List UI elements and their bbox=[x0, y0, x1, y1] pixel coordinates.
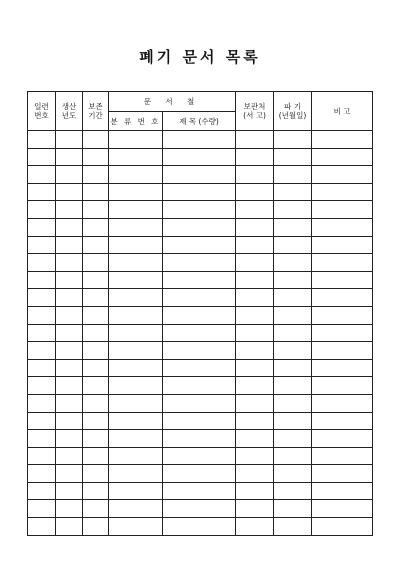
table-row bbox=[28, 465, 373, 483]
cell-disposal-date[interactable] bbox=[274, 359, 312, 377]
cell-subject[interactable] bbox=[163, 271, 236, 289]
cell-classification-number[interactable] bbox=[109, 218, 163, 236]
cell-retention-period[interactable] bbox=[83, 201, 109, 219]
header-document-group: 문 서 철 bbox=[109, 92, 236, 112]
cell-disposal-date[interactable] bbox=[274, 394, 312, 412]
cell-disposal-date[interactable] bbox=[274, 447, 312, 465]
cell-classification-number[interactable] bbox=[109, 482, 163, 500]
disposal-register-table bbox=[27, 91, 373, 536]
cell-remarks[interactable] bbox=[312, 324, 373, 342]
cell-disposal-date[interactable] bbox=[274, 236, 312, 254]
cell-subject[interactable] bbox=[163, 465, 236, 483]
cell-serial[interactable] bbox=[28, 342, 56, 360]
cell-subject[interactable] bbox=[163, 500, 236, 518]
cell-storage[interactable] bbox=[236, 183, 274, 201]
cell-subject[interactable] bbox=[163, 201, 236, 219]
cell-classification-number[interactable] bbox=[109, 518, 163, 536]
table-row bbox=[28, 201, 373, 219]
cell-remarks[interactable] bbox=[312, 482, 373, 500]
cell-retention-period[interactable] bbox=[83, 412, 109, 430]
cell-classification-number[interactable] bbox=[109, 359, 163, 377]
header-subject-quantity: 제 목 (수량) bbox=[163, 112, 236, 131]
cell-storage[interactable] bbox=[236, 394, 274, 412]
table-row bbox=[28, 430, 373, 448]
cell-production-year[interactable] bbox=[56, 412, 83, 430]
cell-storage[interactable] bbox=[236, 306, 274, 324]
cell-serial[interactable] bbox=[28, 289, 56, 307]
cell-subject[interactable] bbox=[163, 218, 236, 236]
cell-classification-number[interactable] bbox=[109, 342, 163, 360]
cell-remarks[interactable] bbox=[312, 394, 373, 412]
cell-retention-period[interactable] bbox=[83, 359, 109, 377]
cell-classification-number[interactable] bbox=[109, 465, 163, 483]
cell-serial[interactable] bbox=[28, 183, 56, 201]
table-row bbox=[28, 342, 373, 360]
cell-remarks[interactable] bbox=[312, 131, 373, 149]
cell-retention-period[interactable] bbox=[83, 148, 109, 166]
cell-storage[interactable] bbox=[236, 271, 274, 289]
cell-serial[interactable] bbox=[28, 412, 56, 430]
cell-retention-period[interactable] bbox=[83, 377, 109, 395]
cell-remarks[interactable] bbox=[312, 500, 373, 518]
cell-serial[interactable] bbox=[28, 306, 56, 324]
cell-remarks[interactable] bbox=[312, 518, 373, 536]
table-row bbox=[28, 324, 373, 342]
cell-serial[interactable] bbox=[28, 201, 56, 219]
cell-subject[interactable] bbox=[163, 359, 236, 377]
cell-serial[interactable] bbox=[28, 271, 56, 289]
cell-serial[interactable] bbox=[28, 500, 56, 518]
cell-subject[interactable] bbox=[163, 447, 236, 465]
cell-remarks[interactable] bbox=[312, 166, 373, 184]
cell-storage[interactable] bbox=[236, 518, 274, 536]
cell-storage[interactable] bbox=[236, 465, 274, 483]
cell-subject[interactable] bbox=[163, 342, 236, 360]
cell-serial[interactable] bbox=[28, 148, 56, 166]
cell-storage[interactable] bbox=[236, 324, 274, 342]
cell-disposal-date[interactable] bbox=[274, 306, 312, 324]
cell-retention-period[interactable] bbox=[83, 430, 109, 448]
cell-production-year[interactable] bbox=[56, 289, 83, 307]
cell-disposal-date[interactable] bbox=[274, 148, 312, 166]
cell-storage[interactable] bbox=[236, 482, 274, 500]
table-row bbox=[28, 412, 373, 430]
cell-serial[interactable] bbox=[28, 254, 56, 272]
cell-serial[interactable] bbox=[28, 131, 56, 149]
table-row bbox=[28, 482, 373, 500]
cell-classification-number[interactable] bbox=[109, 131, 163, 149]
header-row-top bbox=[28, 92, 373, 112]
cell-serial[interactable] bbox=[28, 394, 56, 412]
cell-storage[interactable] bbox=[236, 236, 274, 254]
cell-disposal-date[interactable] bbox=[274, 166, 312, 184]
cell-storage[interactable] bbox=[236, 447, 274, 465]
cell-disposal-date[interactable] bbox=[274, 289, 312, 307]
cell-subject[interactable] bbox=[163, 306, 236, 324]
header-disposal-date: 파 기 (년월일) bbox=[274, 92, 312, 131]
cell-remarks[interactable] bbox=[312, 430, 373, 448]
cell-retention-period[interactable] bbox=[83, 166, 109, 184]
header-storage-location: 보관처 (서 고) bbox=[236, 92, 274, 131]
table-row bbox=[28, 131, 373, 149]
cell-remarks[interactable] bbox=[312, 306, 373, 324]
cell-remarks[interactable] bbox=[312, 412, 373, 430]
cell-classification-number[interactable] bbox=[109, 271, 163, 289]
cell-retention-period[interactable] bbox=[83, 394, 109, 412]
header-retention-period: 보존 기간 bbox=[83, 92, 109, 131]
table-row bbox=[28, 447, 373, 465]
cell-disposal-date[interactable] bbox=[274, 201, 312, 219]
cell-remarks[interactable] bbox=[312, 359, 373, 377]
cell-remarks[interactable] bbox=[312, 254, 373, 272]
cell-remarks[interactable] bbox=[312, 447, 373, 465]
cell-serial[interactable] bbox=[28, 518, 56, 536]
cell-classification-number[interactable] bbox=[109, 254, 163, 272]
page-title: 폐기 문서 목록 bbox=[139, 48, 261, 66]
cell-subject[interactable] bbox=[163, 430, 236, 448]
cell-subject[interactable] bbox=[163, 183, 236, 201]
table-row bbox=[28, 254, 373, 272]
cell-classification-number[interactable] bbox=[109, 289, 163, 307]
cell-serial[interactable] bbox=[28, 218, 56, 236]
table-row bbox=[28, 218, 373, 236]
cell-remarks[interactable] bbox=[312, 289, 373, 307]
cell-remarks[interactable] bbox=[312, 218, 373, 236]
cell-production-year[interactable] bbox=[56, 377, 83, 395]
cell-classification-number[interactable] bbox=[109, 377, 163, 395]
cell-retention-period[interactable] bbox=[83, 236, 109, 254]
table-row bbox=[28, 518, 373, 536]
cell-classification-number[interactable] bbox=[109, 447, 163, 465]
cell-retention-period[interactable] bbox=[83, 271, 109, 289]
cell-classification-number[interactable] bbox=[109, 500, 163, 518]
cell-subject[interactable] bbox=[163, 394, 236, 412]
cell-production-year[interactable] bbox=[56, 394, 83, 412]
cell-disposal-date[interactable] bbox=[274, 500, 312, 518]
cell-classification-number[interactable] bbox=[109, 306, 163, 324]
cell-disposal-date[interactable] bbox=[274, 518, 312, 536]
cell-subject[interactable] bbox=[163, 482, 236, 500]
table-row bbox=[28, 236, 373, 254]
cell-disposal-date[interactable] bbox=[274, 465, 312, 483]
cell-disposal-date[interactable] bbox=[274, 377, 312, 395]
table-row bbox=[28, 359, 373, 377]
cell-retention-period[interactable] bbox=[83, 447, 109, 465]
cell-storage[interactable] bbox=[236, 148, 274, 166]
cell-serial[interactable] bbox=[28, 465, 56, 483]
table-body bbox=[28, 131, 373, 536]
cell-remarks[interactable] bbox=[312, 201, 373, 219]
cell-retention-period[interactable] bbox=[83, 131, 109, 149]
cell-storage[interactable] bbox=[236, 412, 274, 430]
cell-subject[interactable] bbox=[163, 166, 236, 184]
cell-remarks[interactable] bbox=[312, 183, 373, 201]
cell-serial[interactable] bbox=[28, 236, 56, 254]
cell-production-year[interactable] bbox=[56, 254, 83, 272]
cell-subject[interactable] bbox=[163, 254, 236, 272]
cell-storage[interactable] bbox=[236, 359, 274, 377]
cell-retention-period[interactable] bbox=[83, 289, 109, 307]
cell-production-year[interactable] bbox=[56, 430, 83, 448]
cell-production-year[interactable] bbox=[56, 218, 83, 236]
cell-remarks[interactable] bbox=[312, 465, 373, 483]
header-classification-number: 분 류 번 호 bbox=[109, 112, 163, 131]
cell-remarks[interactable] bbox=[312, 271, 373, 289]
cell-disposal-date[interactable] bbox=[274, 218, 312, 236]
cell-disposal-date[interactable] bbox=[274, 271, 312, 289]
cell-storage[interactable] bbox=[236, 342, 274, 360]
cell-classification-number[interactable] bbox=[109, 166, 163, 184]
cell-classification-number[interactable] bbox=[109, 236, 163, 254]
cell-disposal-date[interactable] bbox=[274, 183, 312, 201]
cell-subject[interactable] bbox=[163, 289, 236, 307]
cell-storage[interactable] bbox=[236, 254, 274, 272]
cell-production-year[interactable] bbox=[56, 183, 83, 201]
cell-serial[interactable] bbox=[28, 447, 56, 465]
cell-storage[interactable] bbox=[236, 131, 274, 149]
cell-classification-number[interactable] bbox=[109, 412, 163, 430]
table-row bbox=[28, 183, 373, 201]
cell-retention-period[interactable] bbox=[83, 183, 109, 201]
header-remarks: 비 고 bbox=[312, 92, 373, 131]
cell-storage[interactable] bbox=[236, 377, 274, 395]
cell-subject[interactable] bbox=[163, 518, 236, 536]
cell-disposal-date[interactable] bbox=[274, 131, 312, 149]
cell-storage[interactable] bbox=[236, 430, 274, 448]
cell-serial[interactable] bbox=[28, 430, 56, 448]
cell-subject[interactable] bbox=[163, 131, 236, 149]
cell-production-year[interactable] bbox=[56, 342, 83, 360]
cell-classification-number[interactable] bbox=[109, 148, 163, 166]
cell-retention-period[interactable] bbox=[83, 218, 109, 236]
cell-remarks[interactable] bbox=[312, 148, 373, 166]
header-serial-number: 일련 번호 bbox=[28, 92, 56, 131]
cell-production-year[interactable] bbox=[56, 148, 83, 166]
cell-classification-number[interactable] bbox=[109, 430, 163, 448]
cell-production-year[interactable] bbox=[56, 131, 83, 149]
cell-disposal-date[interactable] bbox=[274, 482, 312, 500]
table-row bbox=[28, 500, 373, 518]
cell-disposal-date[interactable] bbox=[274, 412, 312, 430]
cell-classification-number[interactable] bbox=[109, 394, 163, 412]
cell-storage[interactable] bbox=[236, 166, 274, 184]
cell-storage[interactable] bbox=[236, 289, 274, 307]
cell-serial[interactable] bbox=[28, 359, 56, 377]
table-row bbox=[28, 271, 373, 289]
cell-retention-period[interactable] bbox=[83, 500, 109, 518]
cell-retention-period[interactable] bbox=[83, 518, 109, 536]
table-row bbox=[28, 166, 373, 184]
cell-remarks[interactable] bbox=[312, 377, 373, 395]
cell-serial[interactable] bbox=[28, 166, 56, 184]
table-row bbox=[28, 289, 373, 307]
cell-production-year[interactable] bbox=[56, 201, 83, 219]
cell-retention-period[interactable] bbox=[83, 324, 109, 342]
cell-disposal-date[interactable] bbox=[274, 324, 312, 342]
cell-subject[interactable] bbox=[163, 412, 236, 430]
cell-subject[interactable] bbox=[163, 148, 236, 166]
cell-remarks[interactable] bbox=[312, 342, 373, 360]
header-production-year: 생산 년도 bbox=[56, 92, 83, 131]
cell-serial[interactable] bbox=[28, 482, 56, 500]
table-row bbox=[28, 394, 373, 412]
cell-disposal-date[interactable] bbox=[274, 430, 312, 448]
cell-remarks[interactable] bbox=[312, 236, 373, 254]
table-row bbox=[28, 148, 373, 166]
cell-production-year[interactable] bbox=[56, 500, 83, 518]
cell-retention-period[interactable] bbox=[83, 254, 109, 272]
cell-production-year[interactable] bbox=[56, 359, 83, 377]
cell-classification-number[interactable] bbox=[109, 201, 163, 219]
cell-subject[interactable] bbox=[163, 236, 236, 254]
cell-serial[interactable] bbox=[28, 377, 56, 395]
cell-production-year[interactable] bbox=[56, 518, 83, 536]
cell-storage[interactable] bbox=[236, 500, 274, 518]
cell-storage[interactable] bbox=[236, 201, 274, 219]
cell-production-year[interactable] bbox=[56, 306, 83, 324]
cell-production-year[interactable] bbox=[56, 166, 83, 184]
cell-classification-number[interactable] bbox=[109, 324, 163, 342]
cell-production-year[interactable] bbox=[56, 465, 83, 483]
cell-disposal-date[interactable] bbox=[274, 254, 312, 272]
cell-subject[interactable] bbox=[163, 377, 236, 395]
cell-retention-period[interactable] bbox=[83, 342, 109, 360]
table-row bbox=[28, 377, 373, 395]
cell-production-year[interactable] bbox=[56, 236, 83, 254]
cell-disposal-date[interactable] bbox=[274, 342, 312, 360]
cell-production-year[interactable] bbox=[56, 324, 83, 342]
cell-production-year[interactable] bbox=[56, 482, 83, 500]
cell-retention-period[interactable] bbox=[83, 482, 109, 500]
cell-subject[interactable] bbox=[163, 324, 236, 342]
cell-classification-number[interactable] bbox=[109, 183, 163, 201]
cell-serial[interactable] bbox=[28, 324, 56, 342]
cell-retention-period[interactable] bbox=[83, 465, 109, 483]
cell-production-year[interactable] bbox=[56, 447, 83, 465]
cell-production-year[interactable] bbox=[56, 271, 83, 289]
cell-storage[interactable] bbox=[236, 218, 274, 236]
table-row bbox=[28, 306, 373, 324]
cell-retention-period[interactable] bbox=[83, 306, 109, 324]
